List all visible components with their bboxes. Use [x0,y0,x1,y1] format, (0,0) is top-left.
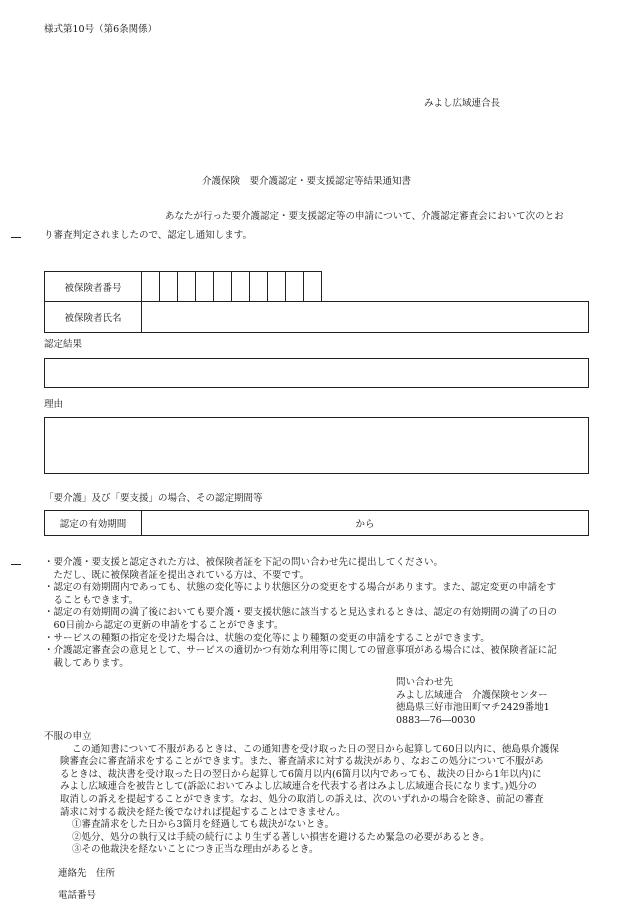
contact-heading: 問い合わせ先 [396,677,454,688]
insured-number-digit-3[interactable] [178,272,196,302]
note-line: ・認定の有効期間内であっても、状態の変化等により状態区分の変更をする場合があります。また、認定変更の申請をす [44,582,557,594]
insured-number-digit-10[interactable] [304,272,322,302]
note-line: ・サービスの種類の指定を受けた場合は、状態の変化等により種類の変更の申請をすることができます。 [44,632,490,644]
note-line: 60日前から認定の更新の申請をすることができます。 [44,619,284,631]
period-label: 認定の有効期間 [45,511,142,536]
footer-phone-label: 電話番号 [58,890,97,901]
appeal-line: みよし広域連合を被告として(訴訟においてみよし広域連合を代表する者はみよし広域連合長になります。)処分の [60,781,537,793]
insured-number-digit-2[interactable] [160,272,178,302]
appeal-line: この通知書について不服があるときは、この通知書を受け取った日の翌日から起算して60日以内に、徳島県介護保 [72,743,559,755]
notes-list [44,557,604,670]
appeal-heading: 不服の申立 [44,731,92,742]
document-title: 介護保険 要介護認定・要支援認定等結果通知書 [202,176,412,187]
margin-dash-top [11,237,21,238]
appeal-line: 取消しの訴えを提起することができます。なお、処分の取消しの訴えは、次のいずれかの場合を除き、前記の審査 [60,793,544,805]
issuer: みよし広域連合長 [424,98,501,109]
note-line: ただし、既に被保険者証を提出されている方は、不要です。 [44,569,310,581]
insured-number-digit-4[interactable] [196,272,214,302]
reason-box[interactable] [44,417,589,474]
appeal-line: 険審査会に審査請求をすることができます。また、審査請求に対する裁決があり、なおこの処分について不服があ [60,756,544,768]
insured-number-digit-6[interactable] [232,272,250,302]
period-table [44,510,589,536]
insured-number-blank [322,272,589,302]
appeal-line: ②処分、処分の執行又は手続の続行により生ずる著しい損害を避けるため緊急の必要があるとき。 [72,831,490,843]
intro-line-1: あなたが行った要介護認定・要支援認定等の申請について、介護認定審査会において次のとお [165,211,564,222]
note-line: ・要介護・要支援と認定された方は、被保険者証を下記の問い合わせ先に提出してください。 [44,557,444,568]
appeal-block [44,731,614,857]
footer-contact-label: 連絡先 住所 [58,868,116,879]
insured-number-label: 被保険者番号 [45,272,142,302]
insured-number-digit-9[interactable] [286,272,304,302]
contact-address: 徳島県三好市池田町マチ2429番地1 [396,702,550,714]
insured-name-label: 被保険者氏名 [45,302,142,333]
note-line: ることもできます。 [44,594,139,606]
period-from-text: から [355,519,375,530]
note-line: ・介護認定審査会の意見として、サービスの適切かつ有効な利用等に関しての留意事項がある場合には、被保険者証に記 [44,645,557,657]
form-number: 様式第10号（第6条関係） [44,24,158,35]
intro-line-2: り審査判定されましたので、認定し通知します。 [44,230,253,241]
appeal-line: ③その他裁決を経ないことにつき正当な理由があるとき。 [72,844,319,856]
period-field[interactable] [142,511,589,536]
note-line: ・認定の有効期間の満了後においても要介護・要支援状態に該当すると見込まれるときは、認定の有効期間の満了の日の [44,607,558,619]
insured-name-field[interactable] [142,302,589,333]
result-box[interactable] [44,358,589,388]
insured-number-digit-5[interactable] [214,272,232,302]
insured-number-digit-8[interactable] [268,272,286,302]
insured-table [44,271,589,333]
contact-org: みよし広域連合 介護保険センター [396,689,548,701]
insured-number-digit-7[interactable] [250,272,268,302]
insured-number-digit-1[interactable] [142,272,160,302]
contact-phone: 0883―76―0030 [396,714,476,726]
reason-label: 理由 [44,399,64,410]
contact-block [396,677,596,727]
period-heading: 「要介護」及び「要支援」の場合、その認定期間等 [44,493,263,504]
appeal-line: ①審査請求をした日から3箇月を経過しても裁決がないとき。 [72,819,335,831]
margin-dash-bottom [11,564,21,565]
note-line: 載してあります。 [44,657,129,669]
result-label: 認定結果 [44,339,83,350]
appeal-line: 請求に対する裁決を経た後でなければ提起することはできません。 [60,806,346,818]
appeal-line: るときは、裁決書を受け取った日の翌日から起算して6箇月以内(6箇月以内であっても、裁決の日から1年以内)に [60,768,542,780]
